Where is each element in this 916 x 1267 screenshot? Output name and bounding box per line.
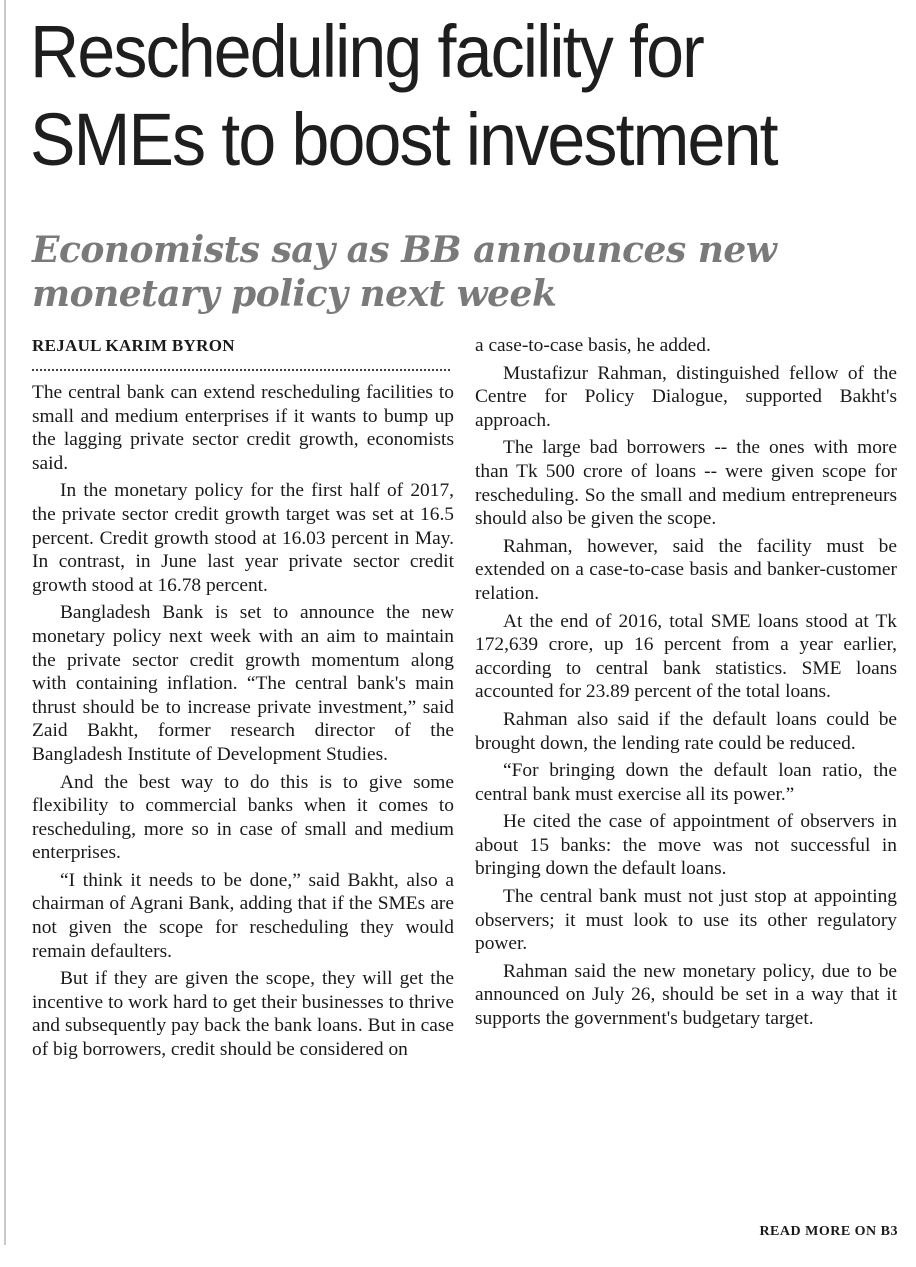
subheadline-line-2: monetary policy next week xyxy=(32,273,557,315)
paragraph: Rahman said the new monetary policy, due to be announced on July 26, should be set in a way that it supports the government's budgetary target. xyxy=(475,960,897,1030)
article-column-left xyxy=(32,334,454,1066)
paragraph: He cited the case of appointment of observers in about 15 banks: the move was not successful in bringing down the default loans. xyxy=(475,811,897,880)
paragraph: “For bringing down the default loan ratio, the central bank must exercise all its power.” xyxy=(475,760,897,805)
paragraph: Bangladesh Bank is set to announce the new monetary policy next week with an aim to maintain the private sector credit growth momentum along with containing inflation. “The central bank's main thrust should be to increase private investment,” said Zaid Bakht, former research director of the Bangladesh Institute of Development Studies. xyxy=(32,602,454,765)
headline-line-1: Rescheduling facility for xyxy=(30,10,703,93)
paragraph: The large bad borrowers -- the ones with more than Tk 500 crore of loans -- were given scope for rescheduling. So the small and medium entrepreneurs should also be given the scope. xyxy=(475,437,897,530)
page-edge-rule xyxy=(4,0,6,1245)
byline: REJAUL KARIM BYRON xyxy=(32,336,235,355)
paragraph: The central bank can extend rescheduling facilities to small and medium enterprises if it wants to bump up the lagging private sector credit growth, economists said. xyxy=(32,382,454,474)
paragraph: And the best way to do this is to give some flexibility to commercial banks when it comes to rescheduling, more so in case of small and medium enterprises. xyxy=(32,771,454,864)
paragraph-continuation: a case-to-case basis, he added. xyxy=(475,335,711,356)
subheadline-line-1: Economists say as BB announces new xyxy=(32,229,777,271)
paragraph: Rahman, however, said the facility must be extended on a case-to-case basis and banker-customer relation. xyxy=(475,535,897,604)
paragraph: “I think it needs to be done,” said Bakht, also a chairman of Agrani Bank, adding that if the SMEs are not given the scope for rescheduling they would remain defaulters. xyxy=(32,869,454,962)
paragraph: At the end of 2016, total SME loans stood at Tk 172,639 crore, up 16 percent from a year earlier, according to central bank statistics. SME loans accounted for 23.89 percent of the total loans. xyxy=(475,610,897,703)
headline-line-2: SMEs to boost investment xyxy=(30,98,777,181)
paragraph: Rahman also said if the default loans could be brought down, the lending rate could be reduced. xyxy=(475,708,897,754)
subheadline xyxy=(32,228,892,316)
paragraph: The central bank must not just stop at appointing observers; it must look to use its other regulatory power. xyxy=(475,886,897,955)
byline-divider xyxy=(32,369,450,371)
paragraph: In the monetary policy for the first half of 2017, the private sector credit growth target was set at 16.5 percent. Credit growth stood at 16.03 percent in May. In contrast, in June last year private sector credit growth stood at 16.78 percent. xyxy=(32,480,454,596)
read-more-link[interactable]: READ MORE ON B3 xyxy=(759,1224,898,1239)
headline xyxy=(30,8,840,184)
article-column-right xyxy=(475,334,897,1035)
paragraph: But if they are given the scope, they will get the incentive to work hard to get their businesses to thrive and subsequently pay back the bank loans. But in case of big borrowers, credit should be considered on xyxy=(32,968,454,1061)
paragraph: Mustafizur Rahman, distinguished fellow of the Centre for Policy Dialogue, supported Bakht's approach. xyxy=(475,362,897,431)
